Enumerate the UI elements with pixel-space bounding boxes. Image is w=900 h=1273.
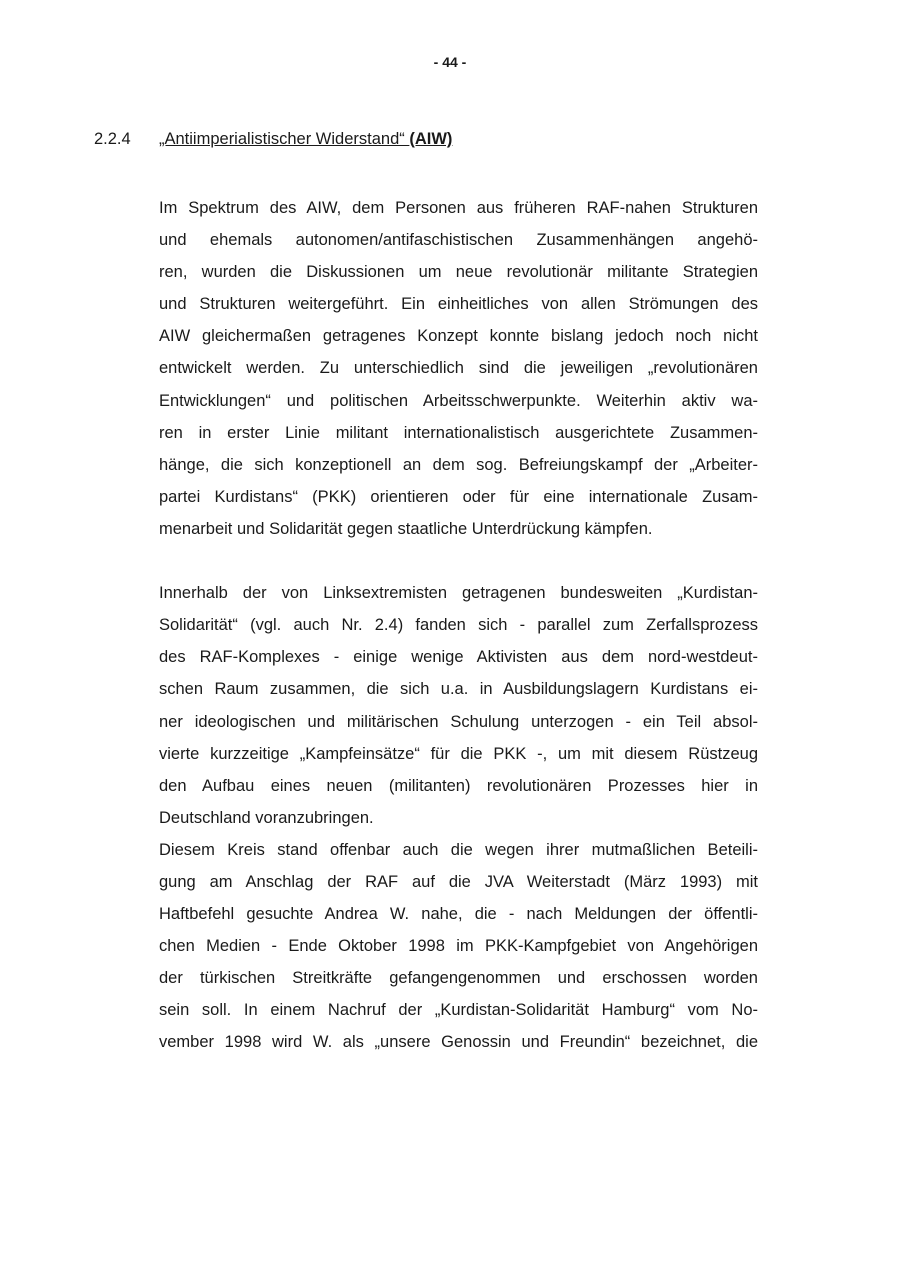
paragraph-3 <box>159 834 758 1059</box>
page-number: - 44 - <box>433 54 467 70</box>
text-line: hänge, die sich konzeptionell an dem sog. Befreiungskampf der „Arbeiter- <box>159 455 758 474</box>
text-line: chen Medien - Ende Oktober 1998 im PKK-Kampfgebiet von Angehörigen <box>159 937 758 956</box>
paragraph-spacer <box>159 545 758 577</box>
text-line: und Strukturen weitergeführt. Ein einheitliches von allen Strömungen des <box>159 295 758 314</box>
body-text <box>159 192 758 1059</box>
text-line: schen Raum zusammen, die sich u.a. in Ausbildungslagern Kurdistans ei- <box>159 680 758 699</box>
text-line: Diesem Kreis stand offenbar auch die wegen ihrer mutmaßlichen Beteili- <box>159 840 758 859</box>
text-line: gung am Anschlag der RAF auf die JVA Weiterstadt (März 1993) mit <box>159 872 758 891</box>
text-line: Entwicklungen“ und politischen Arbeitsschwerpunkte. Weiterhin aktiv wa- <box>159 391 758 410</box>
text-line: menarbeit und Solidarität gegen staatliche Unterdrückung kämpfen. <box>159 519 653 538</box>
text-line: ren in erster Linie militant internationalistisch ausgerichtete Zusammen- <box>159 423 758 442</box>
section-heading <box>94 130 452 149</box>
text-line: der türkischen Streitkräfte gefangengenommen und erschossen worden <box>159 969 758 988</box>
text-line: ren, wurden die Diskussionen um neue revolutionär militante Strategien <box>159 263 758 282</box>
section-title <box>159 130 452 148</box>
text-line: AIW gleichermaßen getragenes Konzept konnte bislang jedoch noch nicht <box>159 327 758 346</box>
section-title-abbreviation: (AIW) <box>409 130 453 148</box>
text-line: und ehemals autonomen/antifaschistischen Zusammenhängen angehö- <box>159 231 758 250</box>
paragraph-1 <box>159 192 758 545</box>
text-line: partei Kurdistans“ (PKK) orientieren oder für eine internationale Zusam- <box>159 487 758 506</box>
text-line: Im Spektrum des AIW, dem Personen aus früheren RAF-nahen Strukturen <box>159 199 758 217</box>
text-line: Solidarität“ (vgl. auch Nr. 2.4) fanden sich - parallel zum Zerfallsprozess <box>159 616 758 635</box>
section-title-text: „Antiimperialistischer Widerstand“ <box>159 130 410 148</box>
section-number: 2.2.4 <box>94 130 131 148</box>
text-line: vierte kurzzeitige „Kampfeinsätze“ für die PKK -, um mit diesem Rüstzeug <box>159 744 758 763</box>
text-line: entwickelt werden. Zu unterschiedlich sind die jeweiligen „revolutionären <box>159 359 758 378</box>
paragraph-2 <box>159 577 758 834</box>
text-line: ner ideologischen und militärischen Schulung unterzogen - ein Teil absol- <box>159 712 758 731</box>
text-line: vember 1998 wird W. als „unsere Genossin und Freundin“ bezeichnet, die <box>159 1033 758 1052</box>
text-line: Deutschland voranzubringen. <box>159 808 374 827</box>
text-line: sein soll. In einem Nachruf der „Kurdistan-Solidarität Hamburg“ vom No- <box>159 1001 758 1020</box>
text-line: des RAF-Komplexes - einige wenige Aktivisten aus dem nord-westdeut- <box>159 648 758 667</box>
text-line: Haftbefehl gesuchte Andrea W. nahe, die - nach Meldungen der öffentli- <box>159 905 758 924</box>
text-line: den Aufbau eines neuen (militanten) revolutionären Prozesses hier in <box>159 776 758 795</box>
text-line: Innerhalb der von Linksextremisten getragenen bundesweiten „Kurdistan- <box>159 584 758 603</box>
